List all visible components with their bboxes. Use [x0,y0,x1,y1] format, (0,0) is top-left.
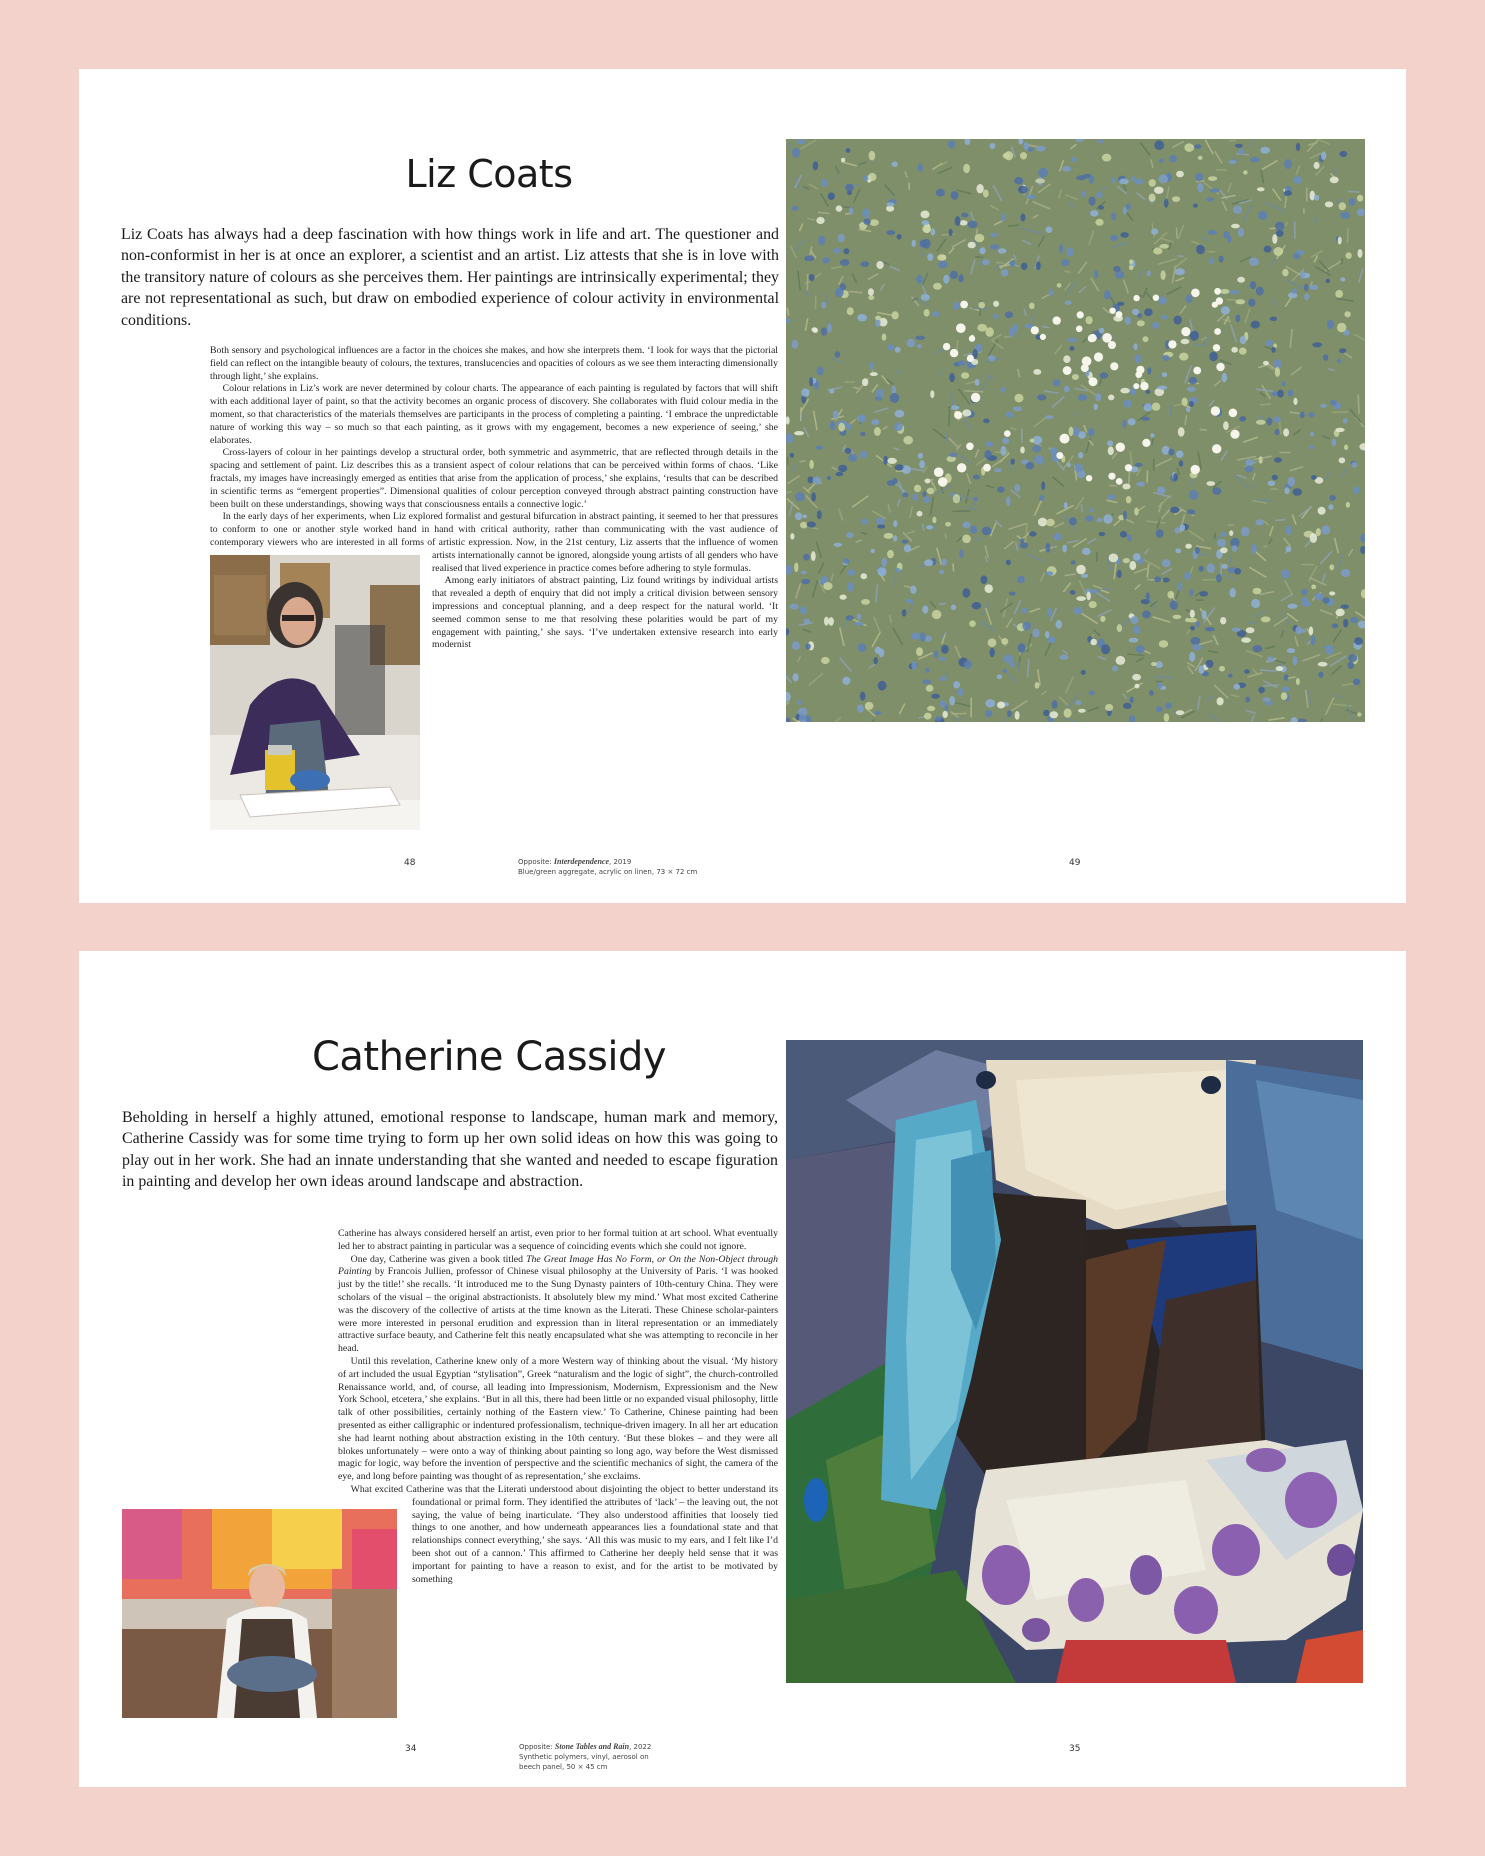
body-text-column [122,1228,778,1718]
body-paragraph: Colour relations in Liz’s work are never determined by colour charts. The appearance of each painting is regulated by factors that will shift with each additional layer of paint, so that the activity becomes an organic process of discovery. She collaborates with fluid colour media in the moment, so that characteristics of the materials themselves are participants in the process of completing a painting. ‘I embrace the unpredictable nature of working this way – so much so that each painting, as it grows with my engagement, becomes a new experience of seeing,’ she elaborates. [210,383,778,446]
page-number-right: 49 [1069,858,1081,868]
body-paragraph: Catherine has always considered herself an artist, even prior to her formal tuition at art school. What eventually led her to abstract painting in particular was a sequence of coinciding events which she could not ignore. [338,1228,778,1252]
body-paragraph: One day, Catherine was given a book titled The Great Image Has No Form, or On the Non-Object through Painting by Francois Jullien, professor of Chinese visual philosophy at the University of Paris. ‘I was hooked just by the title!’ she recalls. ‘It introduced me to the Sung Dynasty painters of 10th-century China. They were scholars of the visual – the original abstractionists. It absolutely blew my mind.’ What most excited Catherine was the discovery of the collective of artists at the time known as the Literati. These Chinese scholar-painters were more interested in personal erudition and expression than in literal representation or an immediately attractive surface beauty, and Catherine felt this neatly encapsulated what she was attempting to reconcile in her head. [338,1253,778,1355]
body-paragraph: In the early days of her experiments, when Liz explored formalist and gestural bifurcation in abstract painting, it seemed to her that pressures to conform to one or another style worked hand in hand with critical authority, rather than communicating with the vast audience of contemporary viewers who are interested in all forms of artistic expression. Now, in the 21st century, Liz asserts that the influence of women artists internationally cannot be ignored, alongside young artists of all genders who have realised that lived experience in practice comes before adhering to style formulas. [210,511,778,574]
page-number-right: 35 [1069,1744,1081,1754]
body-paragraph: Cross-layers of colour in her paintings develop a structural order, both symmetric and asymmetric, that are reflected through details in the spacing and settlement of paint. Liz describes this as a transient aspect of colour relations that can be perceived within forms of chaos. ‘Like fractals, my images have increasingly emerged as entities that arise from the application of process,’ she explains, ‘results that can be described in scientific terms as “emergent properties”. Dimensional qualities of colour perception conveyed through abstract painting construction have been built on these understandings, showing ways that consciousness entails a connective logic.’ [210,447,778,510]
body-paragraph: What excited Catherine was that the Literati understood about disjointing the object to better understand its foundational or primal form. They identified the attributes of ‘lack’ – the leaving out, the not saying, the value of being inarticulate. ‘They also understood affinities that loosely tied things to one another, and how underneath appearances lies a foundational state and that relationships connect everything,’ she says. ‘All this was music to my ears, and I felt like I’d been shot out of a cannon.’ This affirmed to Catherine her deeply held sense that it was important for painting to have a reason to exist, and for the artist to be motivated by something [350,1483,778,1585]
artwork-stone-tables-and-rain [786,1040,1363,1683]
lead-paragraph: Liz Coats has always had a deep fascination with how things work in life and art. The questioner and non-conformist in her is at once an explorer, a scientist and an artist. Liz attests that she is in love with the transitory nature of colours as she perceives them. Her paintings are intrinsically experimental; they are not representational as such, but draw on embodied experience of colour activity in environmental conditions. [121,226,779,329]
artist-name-heading: Liz Coats [405,152,573,196]
book-title: The Great Image Has No Form, or On the Non-Object through Painting [338,1253,778,1278]
artist-photo-catherine-cassidy [122,1509,397,1718]
body-paragraph: Both sensory and psychological influences are a factor in the choices she makes, and how she interprets them. ‘I look for ways that the pictorial field can reflect on the intangible beauty of colours, the textures, translucencies and opacities of colours as we see them interacting dimensionally through light,’ she explains. [210,345,778,382]
artwork-caption: Opposite: Interdependence, 2019 Blue/green aggregate, acrylic on linen, 73 × 72 cm [518,857,698,876]
artist-photo-liz-coats [210,555,420,830]
body-paragraph: Among early initiators of abstract painting, Liz found writings by individual artists that revealed a depth of enquiry that did not imply a critical division between sensory impressions and conceptual planning, and a deep respect for the natural world. ‘It seemed common sense to me that resolving these polarities would be part of my engagement with painting,’ she says. ‘I’ve undertaken extensive research into early modernist [432,575,778,651]
page-number-left: 34 [405,1744,417,1754]
artwork-title: Stone Tables and Rain [554,1742,630,1751]
lead-paragraph: Beholding in herself a highly attuned, emotional response to landscape, human mark and memory, Catherine Cassidy was for some time trying to form up her own solid ideas on how this was going to play out in her work. She had an innate understanding that she wanted and needed to escape figuration in painting and develop her own ideas around landscape and abstraction. [122,1109,778,1191]
artwork-interdependence [786,139,1365,722]
page-number-left: 48 [404,858,416,868]
body-text-column [210,345,778,830]
body-paragraph: Until this revelation, Catherine knew only of a more Western way of thinking about the visual. ‘My history of art included the usual Egyptian “stylisation”, Greek “naturalism and the logic of sight”, the church-controlled Renaissance world, and, of course, all leading into Impressionism, Modernism, Expressionism and the New York School, etcetera,’ she explains. ‘But in all this, there had been little or no expanded visual philosophy, little talk of other possibilities, certainly nothing of the Eastern view.’ To Catherine, Chinese painting had been presented as either calligraphic or indentured professionalism, technique-driven imagery. In all her art education she had learnt nothing about abstraction existing in the 10th century. ‘But these blokes – and they were all blokes unfortunately – were onto a way of thinking about painting so long ago, way before the West dismissed magic for logic, way before the invention of perspective and the scientific mechanics of sight, the camera of the eye, and long before painting was thought of as representation,’ she exclaims. [338,1355,778,1483]
artwork-title: Interdependence [553,857,610,866]
book-spread-catherine-cassidy [79,951,1406,1787]
artwork-caption: Opposite: Stone Tables and Rain, 2022 Synthetic polymers, vinyl, aerosol on beech panel, 50 × 45 cm [519,1742,652,1771]
book-spread-liz-coats [79,69,1406,903]
artist-name-heading: Catherine Cassidy [311,1034,667,1080]
